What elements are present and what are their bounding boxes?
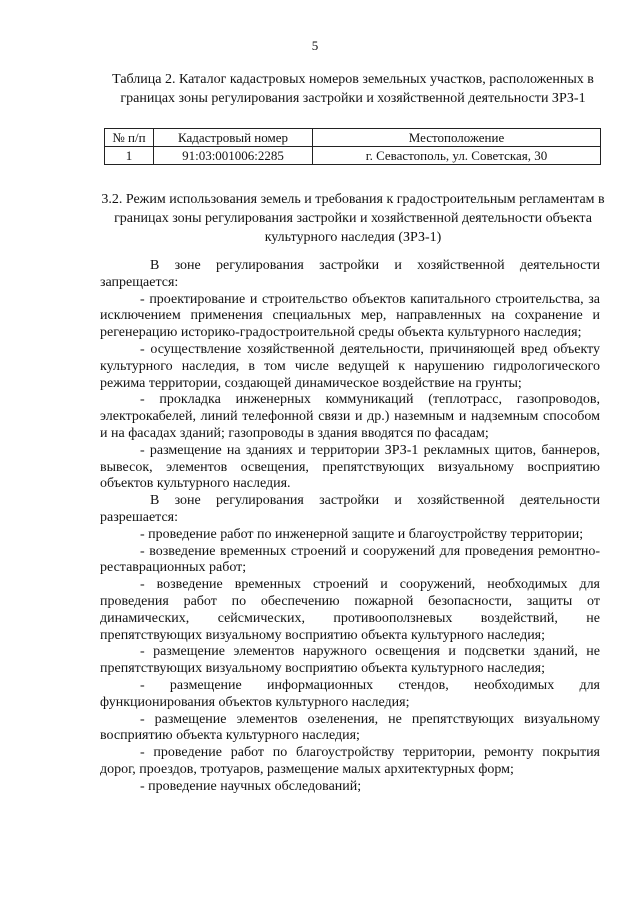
table-cell-location: г. Севастополь, ул. Советская, 30 xyxy=(313,147,601,165)
table-caption: Таблица 2. Каталог кадастровых номеров земельных участков, расположенных в границах зоны регулирования застройки и хозяйственной деятельности ЗРЗ-1 xyxy=(112,72,594,106)
permitted-item: - проведение научных обследований; xyxy=(140,778,362,794)
table-row xyxy=(105,147,601,165)
table-header-row xyxy=(105,129,601,147)
column-header-number: № п/п xyxy=(105,129,154,147)
prohibited-item: - размещение на зданиях и территории ЗРЗ-1 рекламных щитов, баннеров, вывесок, элементов освещения, препятствующих визуальному восприятию объектов культурного наследия. xyxy=(100,442,600,492)
permitted-item: - размещение элементов наружного освещения и подсветки зданий, не препятствующих визуальному восприятию объекта культурного наследия; xyxy=(100,644,600,677)
table-cell-number: 1 xyxy=(105,147,154,165)
prohibited-intro: В зоне регулирования застройки и хозяйственной деятельности запрещается: xyxy=(100,258,600,290)
permitted-intro: В зоне регулирования застройки и хозяйственной деятельности разрешается: xyxy=(100,493,600,525)
permitted-item: - размещение информационных стендов, необходимых для функционирования объектов культурного наследия; xyxy=(100,677,600,710)
page-number: 5 xyxy=(311,38,319,53)
permitted-item: - размещение элементов озеленения, не препятствующих визуальному восприятию объекта культурного наследия; xyxy=(100,711,600,744)
column-header-location: Местоположение xyxy=(313,129,601,147)
permitted-item: - возведение временных строений и сооружений, необходимых для проведения работ по обеспечению пожарной безопасности, защиты от динамических, сейсмических, противооползневых воздействий, не препятствующих визуальному восприятию объекта культурного наследия; xyxy=(100,577,600,643)
section-heading: 3.2. Режим использования земель и требования к градостроительным регламентам в границах зоны регулирования застройки и хозяйственной деятельности объекта культурного наследия (ЗРЗ-1) xyxy=(101,192,605,245)
column-header-cadastral-number: Кадастровый номер xyxy=(154,129,313,147)
prohibited-item: - осуществление хозяйственной деятельности, причиняющей вред объекту культурного наследия, в том числе ведущей к нарушению гидрологического режима территории, создающей динамическое воздействие на грунты; xyxy=(100,341,600,391)
prohibited-item: - прокладка инженерных коммуникаций (теплотрасс, газопроводов, электрокабелей, линий телефонной связи и др.) наземным и надземным способом и на фасадах зданий; газопроводы в здания вводятся по фасадам; xyxy=(100,392,600,441)
cadastral-table xyxy=(104,128,601,165)
prohibited-item: - проектирование и строительство объектов капитального строительства, за исключением применения специальных мер, направленных на сохранение и регенерацию историко-градостроительной среды объекта культурного наследия; xyxy=(100,291,600,341)
permitted-item: - проведение работ по инженерной защите и благоустройству территории; xyxy=(140,526,584,542)
table-cell-cadastral-number: 91:03:001006:2285 xyxy=(154,147,313,165)
permitted-item: - проведение работ по благоустройству территории, ремонту покрытия дорог, проездов, тротуаров, размещение малых архитектурных форм; xyxy=(100,745,600,777)
document-body xyxy=(100,258,600,796)
permitted-item: - возведение временных строений и сооружений для проведения ремонтно-реставрационных работ; xyxy=(100,543,600,576)
